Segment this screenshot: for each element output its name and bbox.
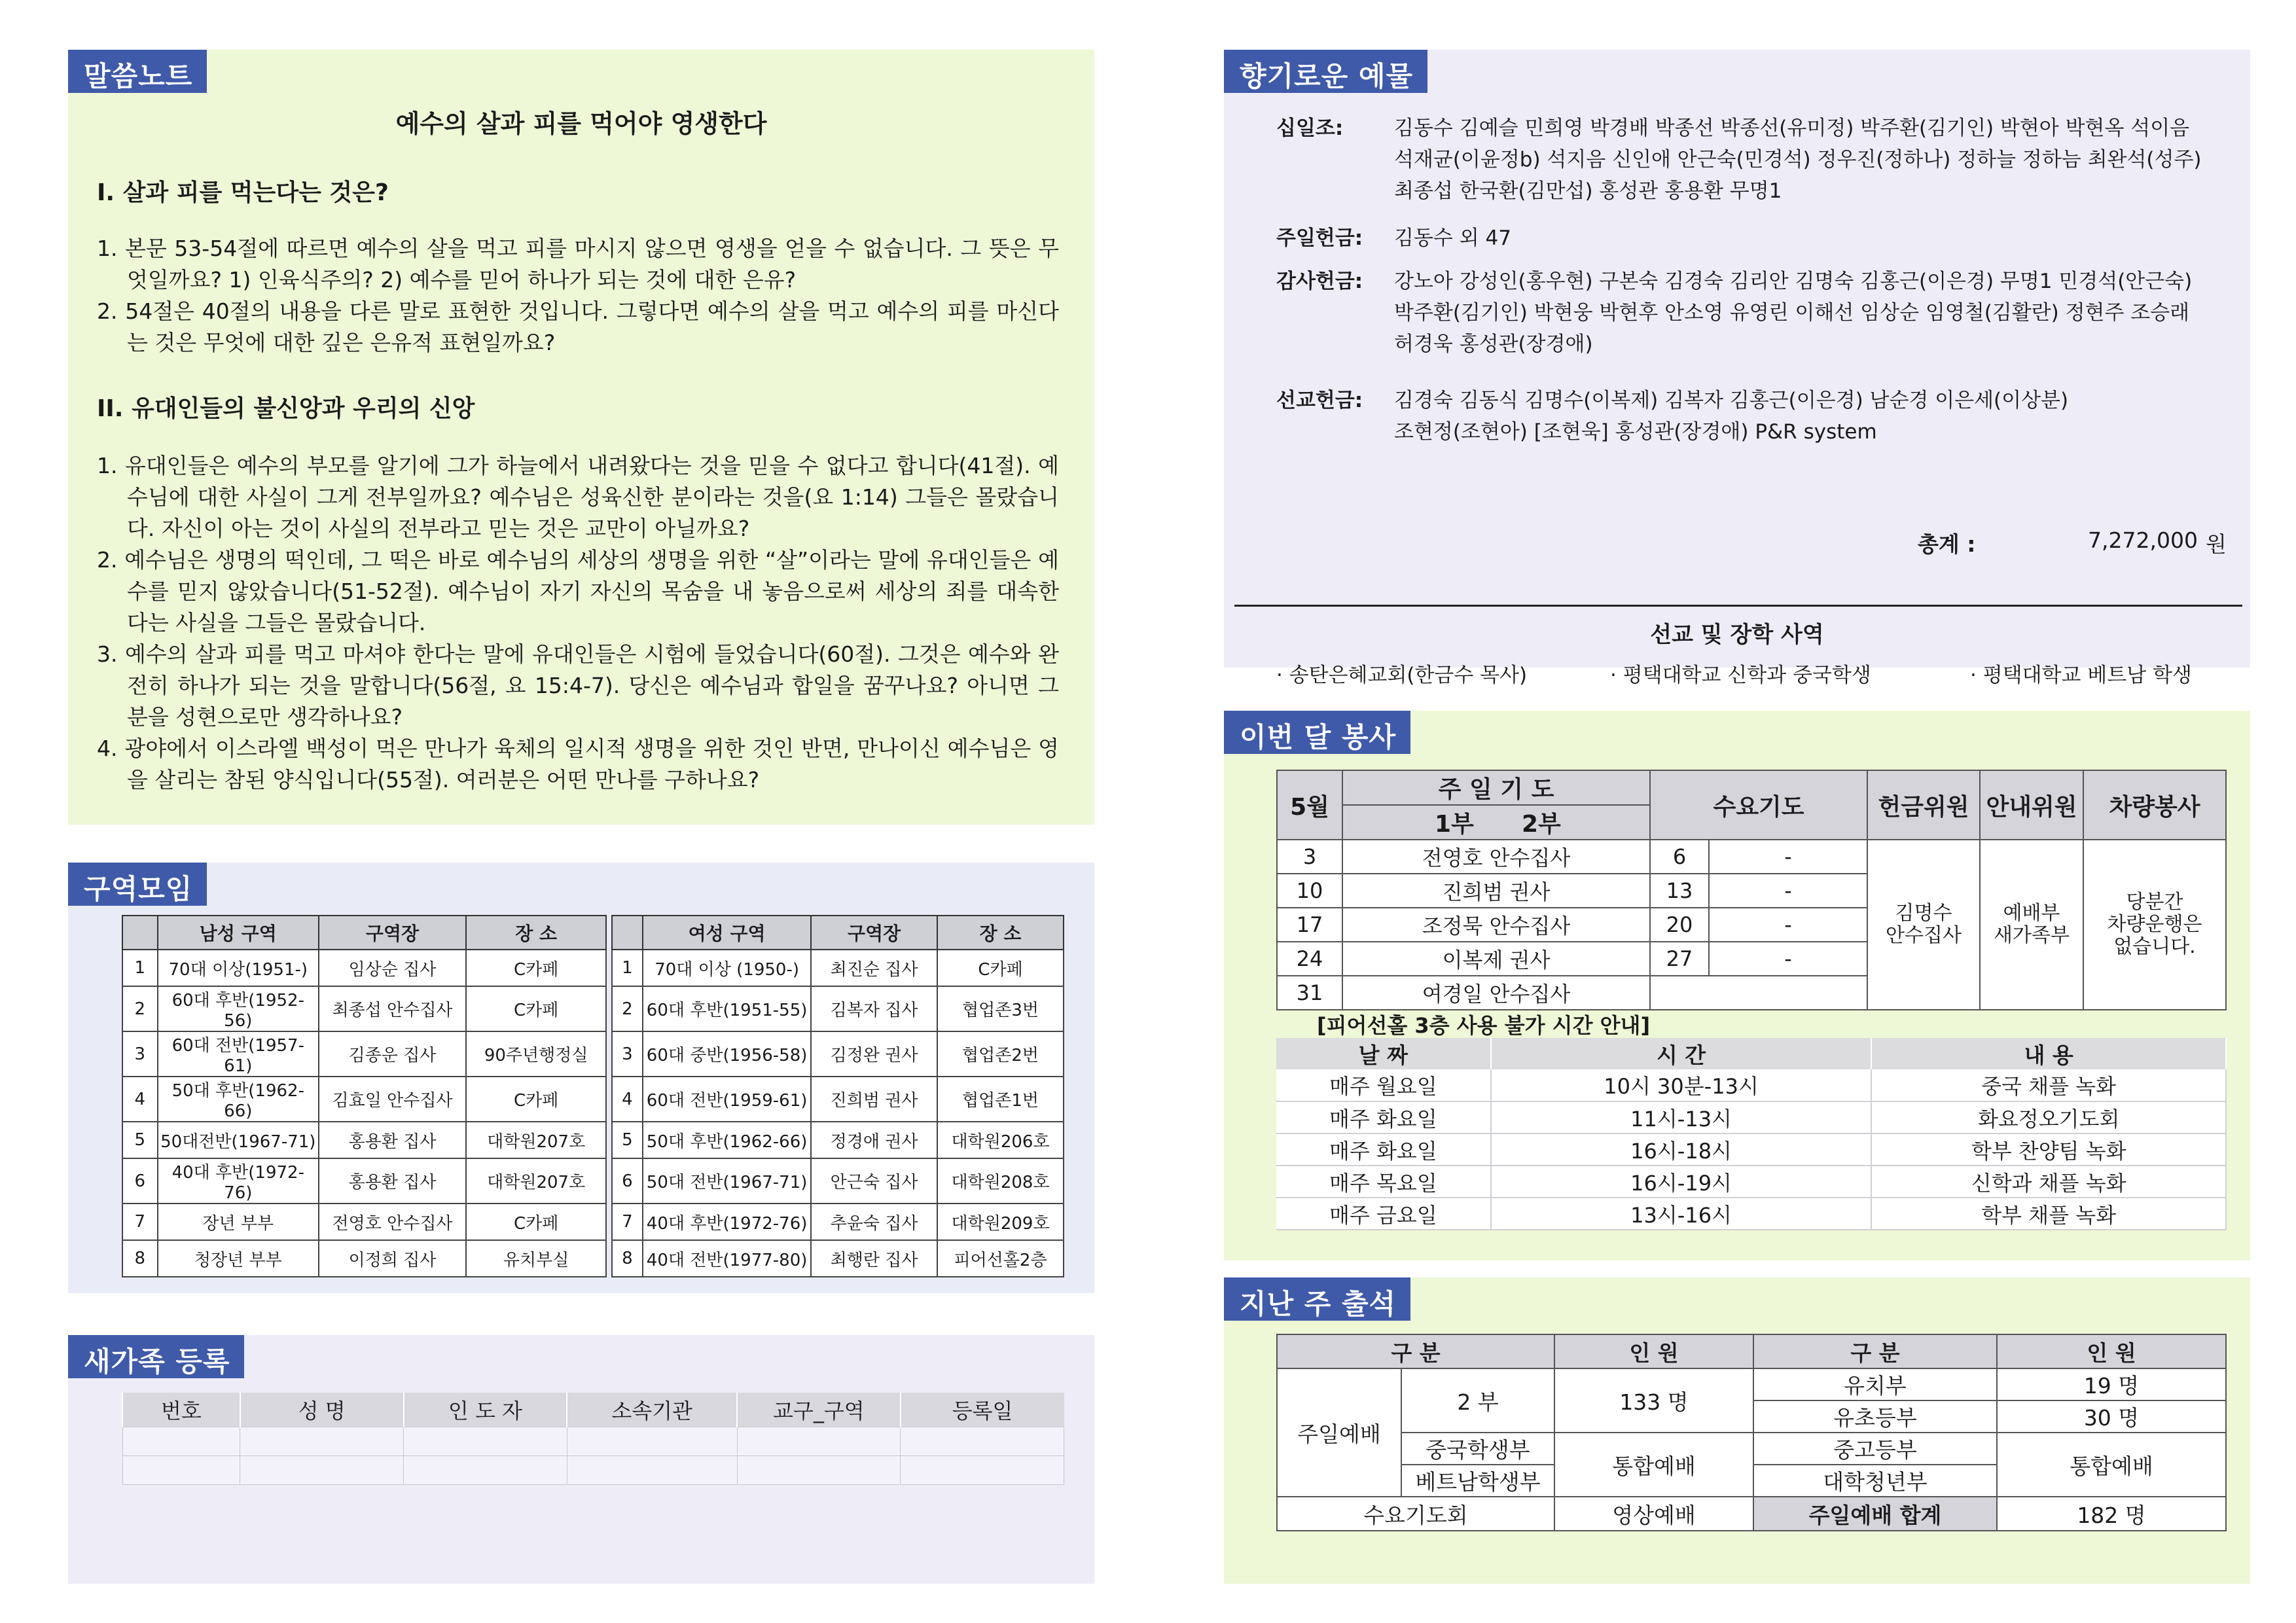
women-leader: 최행란 집사	[811, 1240, 937, 1277]
col-header: 인 도 자	[404, 1393, 567, 1427]
table-row	[122, 1122, 1064, 1158]
s1-item: 1. 본문 53-54절에 따르면 예수의 살을 먹고 피를 마시지 않으면 영생을 얻을 수 없습니다. 그 뜻은 무엇일까요? 1) 인육식주의? 2) 예수를 믿어 하나가 되는 것에 대한 은유?	[97, 236, 1059, 293]
wed-empty	[1650, 976, 1867, 1010]
mission-line: 김경숙 김동식 김명수(이복제) 김복자 김홍근(이은경) 남순경 이은세(이상분)	[1394, 389, 2069, 412]
date-cell: 24	[1277, 942, 1342, 976]
divider	[1234, 605, 2242, 607]
row-number: 4	[612, 1077, 643, 1122]
row-number: 7	[612, 1204, 643, 1240]
kinder-label: 유치부	[1753, 1368, 1997, 1400]
men-place: C카페	[466, 950, 606, 986]
row-number: 5	[122, 1122, 158, 1158]
part2-count: 133 명	[1554, 1368, 1753, 1433]
guide-committee	[1980, 840, 2083, 1010]
women-place: 대학원208호	[937, 1158, 1064, 1204]
table-row	[122, 986, 1064, 1031]
women-leader: 진희범 권사	[811, 1077, 937, 1122]
row-number: 5	[612, 1122, 643, 1158]
women-district: 60대 전반(1959-61)	[643, 1077, 811, 1122]
row-number: 1	[122, 950, 158, 986]
hall-time: 11시-13시	[1491, 1101, 1872, 1133]
prayer-name: 여경일 안수집사	[1342, 976, 1650, 1010]
men-district: 40대 후반(1972-76)	[158, 1158, 319, 1204]
men-place: C카페	[466, 986, 606, 1031]
col-header: 구역장	[811, 916, 937, 950]
prayer-name: 이복제 권사	[1342, 942, 1650, 976]
offering-tab: 향기로운 예물	[1224, 50, 1427, 93]
thanks-label: 감사헌금:	[1276, 270, 1363, 293]
wed-date: 6	[1650, 840, 1709, 874]
total-value: 7,272,000	[2088, 527, 2198, 553]
col-header: 구역장	[319, 916, 466, 950]
wed-person: -	[1709, 840, 1867, 874]
women-leader: 추윤숙 집사	[811, 1204, 937, 1240]
table-row	[1276, 1133, 2226, 1166]
hall-day: 매주 월요일	[1276, 1069, 1491, 1101]
prayer-name: 조정묵 안수집사	[1342, 908, 1650, 942]
hall-content: 중국 채플 녹화	[1871, 1069, 2226, 1101]
elementary-label: 유초등부	[1753, 1400, 1997, 1433]
men-district: 60대 후반(1952-56)	[158, 986, 319, 1031]
wed-person: -	[1709, 908, 1867, 942]
sunday-total-label: 주일예배 합계	[1753, 1497, 1997, 1531]
newfam-panel	[68, 1335, 1094, 1584]
women-place: 협업존2번	[937, 1031, 1064, 1077]
thanks-line: 박주환(김기인) 박현웅 박현후 안소영 유영린 이해선 임상순 임영철(김활란) 정현주 조승래	[1394, 301, 2190, 325]
gap	[606, 1240, 612, 1277]
date-cell: 10	[1277, 874, 1342, 908]
wed-prayer-label: 수요기도회	[1277, 1497, 1554, 1531]
month-cell: 5월	[1277, 770, 1342, 840]
men-leader: 최종섭 안수집사	[319, 986, 466, 1031]
col-header: 소속기관	[567, 1393, 737, 1427]
thanks-line: 강노아 강성인(홍우현) 구본숙 김경숙 김리안 김명숙 김홍근(이은경) 무명1 민경석(안근숙)	[1394, 270, 2193, 293]
men-leader: 전영호 안수집사	[319, 1204, 466, 1240]
women-place: 대학원206호	[937, 1122, 1064, 1158]
hall-content: 화요정오기도회	[1871, 1101, 2226, 1133]
service-table	[1276, 770, 2227, 1010]
table-row	[122, 1240, 1064, 1277]
sunday-prayer-header: 주 일 기 도	[1342, 770, 1650, 805]
chinese-students-label: 중국학생부	[1401, 1433, 1554, 1465]
sunday-worship-label: 주일예배	[1277, 1368, 1401, 1497]
guide-header: 안내위원	[1980, 770, 2083, 840]
tithe-label: 십일조:	[1276, 116, 1344, 140]
men-leader: 김효일 안수집사	[319, 1077, 466, 1122]
col-header: 등록일	[901, 1393, 1064, 1427]
table-row	[122, 1455, 1064, 1484]
women-district: 40대 후반(1972-76)	[643, 1204, 811, 1240]
guide-a: 예배부	[2003, 902, 2060, 925]
col-header: 인 원	[1997, 1334, 2226, 1368]
table-row	[122, 1077, 1064, 1122]
tithe-line: 최종섭 한국환(김만섭) 홍성관 홍용환 무명1	[1394, 179, 1782, 203]
row-number: 4	[122, 1077, 158, 1122]
men-leader: 홍용환 집사	[319, 1122, 466, 1158]
men-district: 60대 전반(1957-61)	[158, 1031, 319, 1077]
col-header: 구 분	[1753, 1334, 1997, 1368]
women-leader: 정경애 권사	[811, 1122, 937, 1158]
women-place: 협업존3번	[937, 986, 1064, 1031]
col-header: 인 원	[1554, 1334, 1753, 1368]
row-number: 3	[612, 1031, 643, 1077]
col-header: 날 짜	[1276, 1038, 1491, 1069]
women-place: 협업존1번	[937, 1077, 1064, 1122]
car-header: 차량봉사	[2083, 770, 2226, 840]
women-place: 피어선홀2층	[937, 1240, 1064, 1277]
part1-header: 1부	[1342, 805, 1485, 840]
thanks-line: 허경욱 홍성관(장경애)	[1394, 332, 1593, 356]
vietnam-students-label: 베트남학생부	[1401, 1465, 1554, 1497]
hall-day: 매주 화요일	[1276, 1133, 1491, 1166]
offer-title: 안수집사	[1886, 924, 1962, 947]
hall-day: 매주 금요일	[1276, 1198, 1491, 1230]
row-number: 3	[122, 1031, 158, 1077]
men-leader: 김종운 집사	[319, 1031, 466, 1077]
col-header: 여성 구역	[643, 916, 811, 950]
men-place: C카페	[466, 1204, 606, 1240]
men-district: 청장년 부부	[158, 1240, 319, 1277]
date-cell: 17	[1277, 908, 1342, 942]
row-number: 2	[612, 986, 643, 1031]
row-number: 6	[612, 1158, 643, 1204]
men-district: 장년 부부	[158, 1204, 319, 1240]
hall-notice: [피어선홀 3층 사용 불가 시간 안내]	[1317, 1013, 1651, 1038]
middle-high-label: 중고등부	[1753, 1433, 1997, 1465]
service-tab: 이번 달 봉사	[1224, 711, 1410, 754]
women-district: 70대 이상 (1950-)	[643, 950, 811, 986]
s2-item: 1. 유대인들은 예수의 부모를 알기에 그가 하늘에서 내려왔다는 것을 믿을 수 없다고 합니다(41절). 예수님에 대한 사실이 그게 전부일까요? 예수님은 성육신한 분이라는 것을(요 1:14) 그들은 몰랐습니다. 자신이 아는 것이 사실의 전부라고 믿는 것은 교만이 아닐까요?	[97, 453, 1059, 541]
service-panel	[1224, 711, 2250, 1260]
women-district: 40대 전반(1977-80)	[643, 1240, 811, 1277]
gap	[606, 986, 612, 1031]
guide-b: 새가족부	[1994, 924, 2070, 947]
sunday-label: 주일헌금:	[1276, 226, 1363, 250]
district-table	[122, 915, 1064, 1277]
hall-time: 16시-19시	[1491, 1166, 1872, 1198]
hall-time: 10시 30분-13시	[1491, 1069, 1872, 1101]
col-header: 시 간	[1491, 1038, 1872, 1069]
sermon-title: 예수의 살과 피를 먹어야 영생한다	[395, 109, 767, 138]
hall-day: 매주 목요일	[1276, 1166, 1491, 1198]
s2-item: 3. 예수의 살과 피를 먹고 마셔야 한다는 말에 유대인들은 시험에 들었습니다(60절). 그것은 예수와 완전히 하나가 되는 것을 말합니다(56절, 요 15:4-7). 당신은 예수님과 합일을 꿈꾸나요? 아니면 그 분을 성현으로만 생각하나요?	[97, 641, 1059, 730]
part2-header: 2부	[1485, 805, 1650, 840]
gap	[606, 1122, 612, 1158]
sunday-names: 김동수 외 47	[1394, 226, 1511, 250]
table-row	[1276, 1101, 2226, 1133]
gap	[606, 1204, 612, 1240]
table-row	[122, 1427, 1064, 1455]
row-number: 8	[612, 1240, 643, 1277]
col-header: 번호	[122, 1393, 240, 1427]
total-label: 총계 :	[1918, 531, 1976, 557]
gap	[606, 1077, 612, 1122]
men-place: C카페	[466, 1077, 606, 1122]
section-1-heading: I. 살과 피를 먹는다는 것은?	[97, 179, 389, 206]
gap	[606, 1031, 612, 1077]
men-district: 50대전반(1967-71)	[158, 1122, 319, 1158]
date-cell: 3	[1277, 840, 1342, 874]
col-header: 남성 구역	[158, 916, 319, 950]
car-a: 당분간	[2126, 891, 2183, 914]
support-item: · 평택대학교 베트남 학생	[1970, 664, 2192, 687]
prayer-name: 전영호 안수집사	[1342, 840, 1650, 874]
video-worship: 영상예배	[1554, 1497, 1753, 1531]
men-place: 대학원207호	[466, 1122, 606, 1158]
attendance-table	[1276, 1334, 2227, 1531]
women-district: 50대 후반(1962-66)	[643, 1122, 811, 1158]
mission-line: 조현정(조현아) [조현욱] 홍성관(장경애) P&R system	[1394, 420, 1877, 444]
wed-person: -	[1709, 874, 1867, 908]
men-place: 대학원207호	[466, 1158, 606, 1204]
table-row	[1276, 1198, 2226, 1230]
wed-date: 27	[1650, 942, 1709, 976]
wed-date: 20	[1650, 908, 1709, 942]
hall-time: 13시-16시	[1491, 1198, 1872, 1230]
wed-prayer-header: 수요기도	[1650, 770, 1867, 840]
wed-person: -	[1709, 942, 1867, 976]
men-district: 50대 후반(1962-66)	[158, 1077, 319, 1122]
car-service	[2083, 840, 2226, 1010]
mission-label: 선교헌금:	[1276, 389, 1363, 412]
table-row	[122, 1031, 1064, 1077]
s2-item: 4. 광야에서 이스라엘 백성이 먹은 만나가 육체의 일시적 생명을 위한 것인 반면, 만나이신 예수님은 영을 살리는 참된 양식입니다(55절). 여러분은 어떤 만나를 구하나요?	[97, 736, 1059, 793]
women-leader: 김정완 권사	[811, 1031, 937, 1077]
support-item: · 평택대학교 신학과 중국학생	[1610, 664, 1871, 687]
hall-content: 학부 채플 녹화	[1871, 1198, 2226, 1230]
table-row	[1276, 1166, 2226, 1198]
s1-item: 2. 54절은 40절의 내용을 다른 말로 표현한 것입니다. 그렇다면 예수의 살을 먹고 예수의 피를 마신다는 것은 무엇에 대한 깊은 은유적 표현일까요?	[97, 298, 1059, 355]
gap	[606, 950, 612, 986]
hall-table	[1276, 1038, 2227, 1230]
men-district: 70대 이상(1951-)	[158, 950, 319, 986]
offering-panel	[1224, 50, 2250, 687]
car-b: 차량운행은	[2107, 913, 2202, 936]
men-leader: 홍용환 집사	[319, 1158, 466, 1204]
row-number: 8	[122, 1240, 158, 1277]
sermon-panel	[68, 50, 1094, 825]
wed-date: 13	[1650, 874, 1709, 908]
section-2-heading: II. 유대인들의 불신앙과 우리의 신앙	[97, 395, 475, 422]
total-unit: 원	[2206, 531, 2227, 557]
col-header: 성 명	[240, 1393, 404, 1427]
col-header: 장 소	[466, 916, 606, 950]
newfam-table	[122, 1393, 1064, 1485]
support-title: 선교 및 장학 사역	[1650, 622, 1824, 648]
women-place: 대학원209호	[937, 1204, 1064, 1240]
row-number: 6	[122, 1158, 158, 1204]
car-c: 없습니다.	[2113, 935, 2196, 958]
offer-committee	[1867, 840, 1980, 1010]
col-header: 구 분	[1277, 1334, 1554, 1368]
table-row	[122, 1158, 1064, 1204]
sermon-tab: 말씀노트	[68, 50, 207, 93]
women-district: 60대 후반(1951-55)	[643, 986, 811, 1031]
men-leader: 임상순 집사	[319, 950, 466, 986]
col-header: 내 용	[1871, 1038, 2226, 1069]
women-leader: 최진순 집사	[811, 950, 937, 986]
men-place: 90주년행정실	[466, 1031, 606, 1077]
women-leader: 김복자 집사	[811, 986, 937, 1031]
row-number: 1	[612, 950, 643, 986]
tithe-line: 석재균(이윤정b) 석지음 신인애 안근숙(민경석) 정우진(정하나) 정하늘 정하늠 최완석(성주)	[1394, 148, 2202, 171]
district-tab: 구역모임	[68, 863, 207, 906]
sunday-total-value: 182 명	[1997, 1497, 2226, 1531]
row-number: 7	[122, 1204, 158, 1240]
tithe-line: 김동수 김예슬 민희영 박경배 박종선 박종선(유미정) 박주환(김기인) 박현아 박현옥 석이음	[1394, 116, 2190, 140]
men-leader: 이정희 집사	[319, 1240, 466, 1277]
prayer-name: 진희범 권사	[1342, 874, 1650, 908]
kinder-count: 19 명	[1997, 1368, 2226, 1400]
joint-worship-a: 통합예배	[1554, 1433, 1753, 1497]
univ-youth-label: 대학청년부	[1753, 1465, 1997, 1497]
offer-header: 헌금위원	[1867, 770, 1980, 840]
table-row	[122, 1204, 1064, 1240]
col-header: 장 소	[937, 916, 1064, 950]
s2-item: 2. 예수님은 생명의 떡인데, 그 떡은 바로 예수님의 세상의 생명을 위한 “살”이라는 말에 유대인들은 예수를 믿지 않았습니다(51-52절). 예수님이 자기 자신의 목숨을 내 놓음으로써 세상의 죄를 대속한다는 사실을 그들은 몰랐습니다.	[97, 547, 1059, 635]
men-place: 유치부실	[466, 1240, 606, 1277]
women-place: C카페	[937, 950, 1064, 986]
hall-day: 매주 화요일	[1276, 1101, 1491, 1133]
support-item: · 송탄은혜교회(한금수 목사)	[1276, 664, 1528, 687]
district-panel	[68, 863, 1094, 1293]
gap	[606, 1158, 612, 1204]
hall-content: 학부 찬양팀 녹화	[1871, 1133, 2226, 1166]
row-number: 2	[122, 986, 158, 1031]
col-header: 교구_구역	[737, 1393, 901, 1427]
attendance-tab: 지난 주 출석	[1224, 1277, 1410, 1321]
elementary-count: 30 명	[1997, 1400, 2226, 1433]
attendance-panel	[1224, 1277, 2250, 1584]
part2-label: 2 부	[1401, 1368, 1554, 1433]
hall-content: 신학과 채플 녹화	[1871, 1166, 2226, 1198]
women-district: 50대 전반(1967-71)	[643, 1158, 811, 1204]
women-leader: 안근숙 집사	[811, 1158, 937, 1204]
table-row	[122, 950, 1064, 986]
table-row	[1276, 1069, 2226, 1101]
joint-worship-b: 통합예배	[1997, 1433, 2226, 1497]
date-cell: 31	[1277, 976, 1342, 1010]
newfam-tab: 새가족 등록	[68, 1335, 244, 1378]
women-district: 60대 중반(1956-58)	[643, 1031, 811, 1077]
hall-time: 16시-18시	[1491, 1133, 1872, 1166]
offer-name: 김명수	[1895, 902, 1952, 925]
